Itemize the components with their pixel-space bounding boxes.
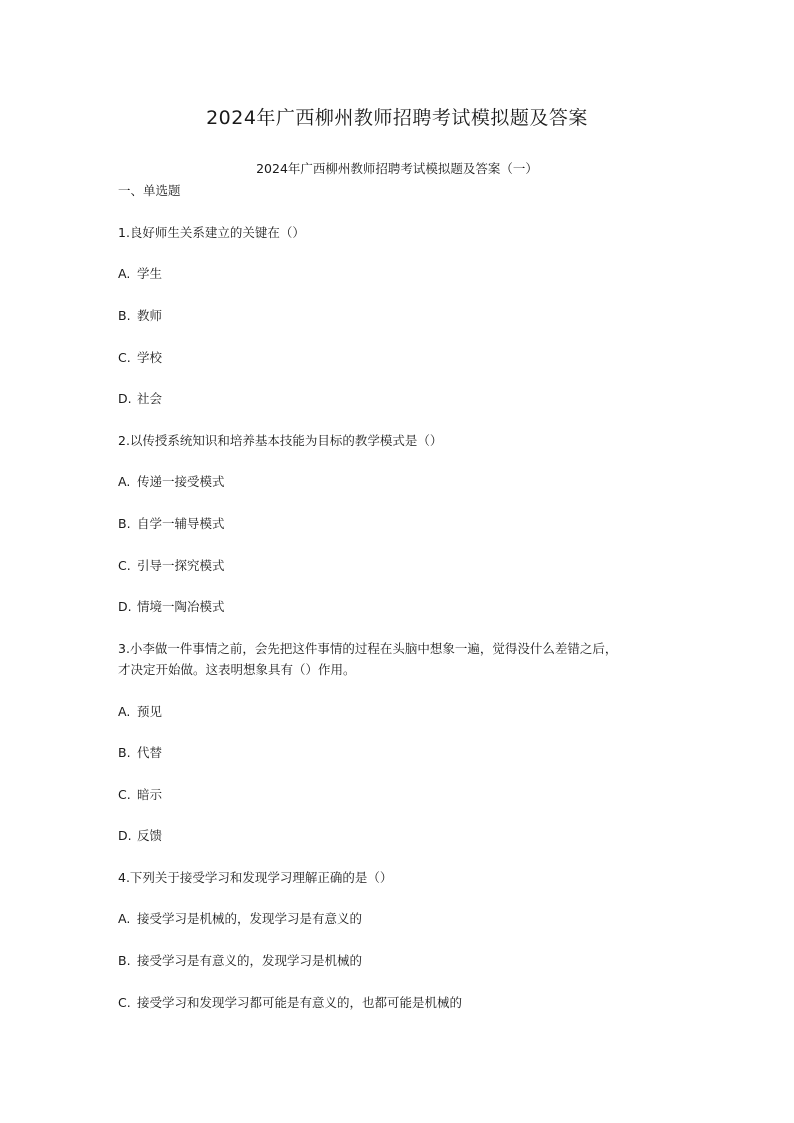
question-2-option-b bbox=[118, 514, 688, 534]
option-letter: A. bbox=[118, 911, 131, 926]
question-3-option-d bbox=[118, 826, 688, 846]
option-text: 学校 bbox=[137, 350, 163, 365]
question-3-text bbox=[118, 638, 688, 680]
option-letter: B. bbox=[118, 308, 131, 323]
option-text: 自学一辅导模式 bbox=[137, 516, 225, 531]
question-2-option-c bbox=[118, 556, 688, 576]
option-letter: D. bbox=[118, 391, 132, 406]
question-2-option-d bbox=[118, 597, 688, 617]
option-letter: D. bbox=[118, 599, 132, 614]
option-letter: B. bbox=[118, 745, 131, 760]
option-text: 引导一探究模式 bbox=[137, 558, 225, 573]
question-3-option-a bbox=[118, 702, 688, 722]
section-heading: 一、单选题 bbox=[118, 183, 181, 198]
question-1-option-b bbox=[118, 306, 688, 326]
option-letter: D. bbox=[118, 828, 132, 843]
option-text: 预见 bbox=[137, 704, 163, 719]
option-letter: C. bbox=[118, 558, 131, 573]
option-text: 反馈 bbox=[137, 828, 163, 843]
question-1-option-d bbox=[118, 389, 688, 409]
option-text: 代替 bbox=[137, 745, 163, 760]
question-4-text: 4.下列关于接受学习和发现学习理解正确的是（） bbox=[118, 870, 393, 885]
question-3-line-2: 才决定开始做。这表明想象具有（）作用。 bbox=[118, 662, 356, 677]
option-text: 暗示 bbox=[137, 787, 163, 802]
document-subtitle: 2024年广西柳州教师招聘考试模拟题及答案（一） bbox=[256, 161, 538, 176]
question-1-option-c bbox=[118, 348, 688, 368]
question-3-option-c bbox=[118, 785, 688, 805]
option-letter: A. bbox=[118, 266, 131, 281]
option-letter: C. bbox=[118, 787, 131, 802]
option-letter: B. bbox=[118, 953, 131, 968]
document-title: 2024年广西柳州教师招聘考试模拟题及答案 bbox=[206, 107, 588, 129]
option-text: 情境一陶冶模式 bbox=[137, 599, 225, 614]
question-4-option-c bbox=[118, 993, 688, 1013]
option-letter: B. bbox=[118, 516, 131, 531]
option-text: 社会 bbox=[137, 391, 163, 406]
option-text: 学生 bbox=[137, 266, 163, 281]
question-3-option-b bbox=[118, 743, 688, 763]
option-letter: A. bbox=[118, 704, 131, 719]
option-text: 接受学习和发现学习都可能是有意义的，也都可能是机械的 bbox=[137, 995, 463, 1010]
option-text: 接受学习是有意义的，发现学习是机械的 bbox=[137, 953, 363, 968]
question-4-option-a bbox=[118, 909, 688, 929]
question-4-option-b bbox=[118, 951, 688, 971]
question-1-option-a bbox=[118, 264, 688, 284]
question-1-text: 1.良好师生关系建立的关键在（） bbox=[118, 225, 305, 240]
option-letter: C. bbox=[118, 995, 131, 1010]
question-3-line-1: 3.小李做一件事情之前，会先把这件事情的过程在头脑中想象一遍，觉得没什么差错之后， bbox=[118, 641, 618, 656]
question-2-text: 2.以传授系统知识和培养基本技能为目标的教学模式是（） bbox=[118, 433, 443, 448]
option-letter: C. bbox=[118, 350, 131, 365]
option-text: 传递一接受模式 bbox=[137, 474, 225, 489]
question-2-option-a bbox=[118, 472, 688, 492]
option-text: 接受学习是机械的，发现学习是有意义的 bbox=[137, 911, 363, 926]
option-text: 教师 bbox=[137, 308, 163, 323]
option-letter: A. bbox=[118, 474, 131, 489]
